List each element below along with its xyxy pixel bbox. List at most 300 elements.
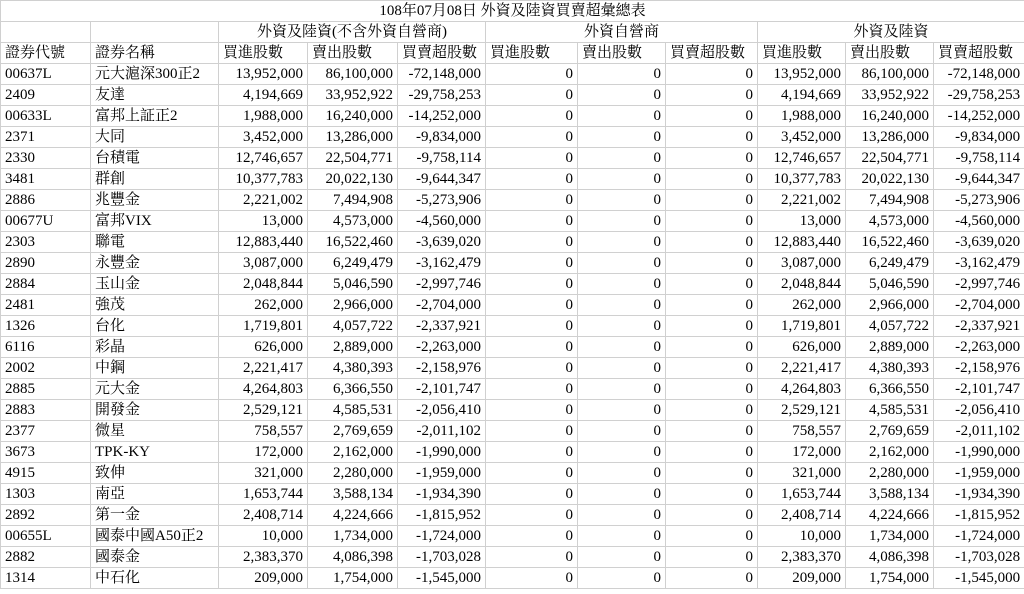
dealer-net-cell: 0 bbox=[666, 106, 758, 127]
security-code-cell: 2886 bbox=[1, 190, 91, 211]
foreign-buy-cell: 2,529,121 bbox=[219, 400, 308, 421]
dealer-buy-cell: 0 bbox=[486, 526, 578, 547]
foreign-buy-cell: 262,000 bbox=[219, 295, 308, 316]
column-header-net-shares: 買賣超股數 bbox=[666, 43, 758, 64]
total-net-cell: -1,959,000 bbox=[934, 463, 1024, 484]
dealer-buy-cell: 0 bbox=[486, 442, 578, 463]
foreign-net-cell: -3,639,020 bbox=[398, 232, 486, 253]
total-net-cell: -2,011,102 bbox=[934, 421, 1024, 442]
dealer-sell-cell: 0 bbox=[578, 148, 666, 169]
security-name-cell: 群創 bbox=[91, 169, 219, 190]
foreign-buy-cell: 10,377,783 bbox=[219, 169, 308, 190]
total-sell-cell: 4,585,531 bbox=[846, 400, 934, 421]
total-sell-cell: 20,022,130 bbox=[846, 169, 934, 190]
foreign-net-cell: -1,934,390 bbox=[398, 484, 486, 505]
foreign-buy-cell: 2,221,002 bbox=[219, 190, 308, 211]
foreign-net-cell: -1,990,000 bbox=[398, 442, 486, 463]
foreign-sell-cell: 20,022,130 bbox=[308, 169, 398, 190]
security-name-cell: 元大金 bbox=[91, 379, 219, 400]
security-code-cell: 3481 bbox=[1, 169, 91, 190]
dealer-net-cell: 0 bbox=[666, 505, 758, 526]
total-net-cell: -2,158,976 bbox=[934, 358, 1024, 379]
dealer-net-cell: 0 bbox=[666, 379, 758, 400]
foreign-sell-cell: 4,585,531 bbox=[308, 400, 398, 421]
foreign-net-cell: -9,758,114 bbox=[398, 148, 486, 169]
column-header-sell-shares: 賣出股數 bbox=[846, 43, 934, 64]
foreign-sell-cell: 33,952,922 bbox=[308, 85, 398, 106]
dealer-buy-cell: 0 bbox=[486, 127, 578, 148]
dealer-buy-cell: 0 bbox=[486, 316, 578, 337]
dealer-net-cell: 0 bbox=[666, 274, 758, 295]
dealer-sell-cell: 0 bbox=[578, 232, 666, 253]
security-name-cell: 國泰中國A50正2 bbox=[91, 526, 219, 547]
security-name-cell: 中石化 bbox=[91, 568, 219, 589]
foreign-sell-cell: 4,224,666 bbox=[308, 505, 398, 526]
total-buy-cell: 4,264,803 bbox=[758, 379, 846, 400]
security-name-cell: 友達 bbox=[91, 85, 219, 106]
column-header-buy-shares: 買進股數 bbox=[758, 43, 846, 64]
dealer-buy-cell: 0 bbox=[486, 337, 578, 358]
security-name-cell: 國泰金 bbox=[91, 547, 219, 568]
dealer-buy-cell: 0 bbox=[486, 106, 578, 127]
foreign-net-cell: -9,834,000 bbox=[398, 127, 486, 148]
table-row bbox=[1, 337, 1024, 358]
total-buy-cell: 3,087,000 bbox=[758, 253, 846, 274]
column-header-row bbox=[1, 43, 1024, 64]
total-net-cell: -1,724,000 bbox=[934, 526, 1024, 547]
security-name-cell: TPK-KY bbox=[91, 442, 219, 463]
security-name-cell: 大同 bbox=[91, 127, 219, 148]
total-sell-cell: 2,889,000 bbox=[846, 337, 934, 358]
dealer-sell-cell: 0 bbox=[578, 64, 666, 85]
dealer-buy-cell: 0 bbox=[486, 400, 578, 421]
dealer-sell-cell: 0 bbox=[578, 547, 666, 568]
foreign-sell-cell: 4,086,398 bbox=[308, 547, 398, 568]
foreign-net-cell: -2,263,000 bbox=[398, 337, 486, 358]
total-sell-cell: 4,380,393 bbox=[846, 358, 934, 379]
dealer-sell-cell: 0 bbox=[578, 526, 666, 547]
foreign-buy-cell: 2,048,844 bbox=[219, 274, 308, 295]
total-net-cell: -5,273,906 bbox=[934, 190, 1024, 211]
security-name-cell: 玉山金 bbox=[91, 274, 219, 295]
dealer-sell-cell: 0 bbox=[578, 421, 666, 442]
total-net-cell: -2,263,000 bbox=[934, 337, 1024, 358]
table-body bbox=[1, 64, 1024, 589]
total-net-cell: -1,934,390 bbox=[934, 484, 1024, 505]
total-sell-cell: 2,769,659 bbox=[846, 421, 934, 442]
foreign-sell-cell: 86,100,000 bbox=[308, 64, 398, 85]
total-sell-cell: 7,494,908 bbox=[846, 190, 934, 211]
foreign-buy-cell: 10,000 bbox=[219, 526, 308, 547]
table-row bbox=[1, 505, 1024, 526]
dealer-buy-cell: 0 bbox=[486, 169, 578, 190]
total-buy-cell: 4,194,669 bbox=[758, 85, 846, 106]
table-row bbox=[1, 127, 1024, 148]
total-net-cell: -2,101,747 bbox=[934, 379, 1024, 400]
security-name-cell: 台積電 bbox=[91, 148, 219, 169]
security-name-cell: 聯電 bbox=[91, 232, 219, 253]
foreign-net-cell: -2,056,410 bbox=[398, 400, 486, 421]
total-buy-cell: 626,000 bbox=[758, 337, 846, 358]
total-net-cell: -9,644,347 bbox=[934, 169, 1024, 190]
foreign-sell-cell: 1,734,000 bbox=[308, 526, 398, 547]
table-row bbox=[1, 547, 1024, 568]
foreign-buy-cell: 172,000 bbox=[219, 442, 308, 463]
total-net-cell: -9,758,114 bbox=[934, 148, 1024, 169]
dealer-sell-cell: 0 bbox=[578, 505, 666, 526]
total-net-cell: -4,560,000 bbox=[934, 211, 1024, 232]
foreign-buy-cell: 321,000 bbox=[219, 463, 308, 484]
dealer-net-cell: 0 bbox=[666, 232, 758, 253]
dealer-buy-cell: 0 bbox=[486, 211, 578, 232]
total-buy-cell: 2,221,417 bbox=[758, 358, 846, 379]
dealer-buy-cell: 0 bbox=[486, 379, 578, 400]
foreign-net-cell: -1,959,000 bbox=[398, 463, 486, 484]
foreign-sell-cell: 2,769,659 bbox=[308, 421, 398, 442]
total-sell-cell: 2,162,000 bbox=[846, 442, 934, 463]
total-sell-cell: 5,046,590 bbox=[846, 274, 934, 295]
security-code-cell: 1303 bbox=[1, 484, 91, 505]
dealer-net-cell: 0 bbox=[666, 148, 758, 169]
foreign-buy-cell: 2,408,714 bbox=[219, 505, 308, 526]
security-name-cell: 兆豐金 bbox=[91, 190, 219, 211]
foreign-net-cell: -2,997,746 bbox=[398, 274, 486, 295]
total-buy-cell: 172,000 bbox=[758, 442, 846, 463]
security-code-cell: 00677U bbox=[1, 211, 91, 232]
security-name-cell: 元大滬深300正2 bbox=[91, 64, 219, 85]
total-sell-cell: 4,573,000 bbox=[846, 211, 934, 232]
total-net-cell: -29,758,253 bbox=[934, 85, 1024, 106]
table-row bbox=[1, 106, 1024, 127]
total-buy-cell: 13,952,000 bbox=[758, 64, 846, 85]
security-code-cell: 2409 bbox=[1, 85, 91, 106]
table-row bbox=[1, 421, 1024, 442]
dealer-sell-cell: 0 bbox=[578, 358, 666, 379]
total-sell-cell: 6,366,550 bbox=[846, 379, 934, 400]
table-row bbox=[1, 190, 1024, 211]
total-sell-cell: 22,504,771 bbox=[846, 148, 934, 169]
security-name-cell: 微星 bbox=[91, 421, 219, 442]
table-row bbox=[1, 232, 1024, 253]
group-header-foreign-dealer: 外資自營商 bbox=[486, 22, 758, 43]
total-buy-cell: 262,000 bbox=[758, 295, 846, 316]
foreign-net-cell: -1,545,000 bbox=[398, 568, 486, 589]
total-buy-cell: 12,883,440 bbox=[758, 232, 846, 253]
security-name-cell: 第一金 bbox=[91, 505, 219, 526]
total-net-cell: -14,252,000 bbox=[934, 106, 1024, 127]
foreign-sell-cell: 22,504,771 bbox=[308, 148, 398, 169]
total-buy-cell: 12,746,657 bbox=[758, 148, 846, 169]
dealer-net-cell: 0 bbox=[666, 127, 758, 148]
total-net-cell: -1,815,952 bbox=[934, 505, 1024, 526]
security-name-cell: 富邦VIX bbox=[91, 211, 219, 232]
foreign-net-cell: -2,101,747 bbox=[398, 379, 486, 400]
corner-blank-code bbox=[1, 22, 91, 43]
dealer-sell-cell: 0 bbox=[578, 127, 666, 148]
dealer-net-cell: 0 bbox=[666, 253, 758, 274]
dealer-buy-cell: 0 bbox=[486, 463, 578, 484]
total-net-cell: -1,703,028 bbox=[934, 547, 1024, 568]
dealer-net-cell: 0 bbox=[666, 337, 758, 358]
total-buy-cell: 758,557 bbox=[758, 421, 846, 442]
security-code-cell: 6116 bbox=[1, 337, 91, 358]
foreign-net-cell: -72,148,000 bbox=[398, 64, 486, 85]
dealer-net-cell: 0 bbox=[666, 526, 758, 547]
foreign-buy-cell: 3,452,000 bbox=[219, 127, 308, 148]
dealer-net-cell: 0 bbox=[666, 64, 758, 85]
dealer-buy-cell: 0 bbox=[486, 358, 578, 379]
total-buy-cell: 1,719,801 bbox=[758, 316, 846, 337]
table-row bbox=[1, 316, 1024, 337]
foreign-sell-cell: 16,240,000 bbox=[308, 106, 398, 127]
security-name-cell: 致伸 bbox=[91, 463, 219, 484]
column-header-net-shares: 買賣超股數 bbox=[398, 43, 486, 64]
dealer-buy-cell: 0 bbox=[486, 484, 578, 505]
group-header-foreign-ex-dealer: 外資及陸資(不含外資自營商) bbox=[219, 22, 486, 43]
table-row bbox=[1, 442, 1024, 463]
total-buy-cell: 3,452,000 bbox=[758, 127, 846, 148]
foreign-sell-cell: 2,889,000 bbox=[308, 337, 398, 358]
foreign-sell-cell: 6,366,550 bbox=[308, 379, 398, 400]
column-header-buy-shares: 買進股數 bbox=[486, 43, 578, 64]
dealer-buy-cell: 0 bbox=[486, 274, 578, 295]
total-sell-cell: 86,100,000 bbox=[846, 64, 934, 85]
security-name-cell: 台化 bbox=[91, 316, 219, 337]
foreign-sell-cell: 13,286,000 bbox=[308, 127, 398, 148]
foreign-net-cell: -29,758,253 bbox=[398, 85, 486, 106]
page-title: 108年07月08日 外資及陸資買賣超彙總表 bbox=[1, 1, 1024, 22]
column-header-sell-shares: 賣出股數 bbox=[308, 43, 398, 64]
corner-blank-name bbox=[91, 22, 219, 43]
foreign-buy-cell: 209,000 bbox=[219, 568, 308, 589]
table-row bbox=[1, 400, 1024, 421]
total-sell-cell: 2,966,000 bbox=[846, 295, 934, 316]
table-row bbox=[1, 526, 1024, 547]
dealer-net-cell: 0 bbox=[666, 190, 758, 211]
dealer-sell-cell: 0 bbox=[578, 568, 666, 589]
total-net-cell: -2,337,921 bbox=[934, 316, 1024, 337]
foreign-net-cell: -5,273,906 bbox=[398, 190, 486, 211]
dealer-sell-cell: 0 bbox=[578, 295, 666, 316]
total-net-cell: -2,997,746 bbox=[934, 274, 1024, 295]
dealer-net-cell: 0 bbox=[666, 85, 758, 106]
dealer-net-cell: 0 bbox=[666, 442, 758, 463]
dealer-sell-cell: 0 bbox=[578, 211, 666, 232]
dealer-sell-cell: 0 bbox=[578, 463, 666, 484]
dealer-buy-cell: 0 bbox=[486, 295, 578, 316]
foreign-sell-cell: 16,522,460 bbox=[308, 232, 398, 253]
foreign-buy-cell: 12,883,440 bbox=[219, 232, 308, 253]
table-row bbox=[1, 211, 1024, 232]
dealer-sell-cell: 0 bbox=[578, 169, 666, 190]
dealer-buy-cell: 0 bbox=[486, 568, 578, 589]
dealer-buy-cell: 0 bbox=[486, 505, 578, 526]
foreign-net-cell: -1,815,952 bbox=[398, 505, 486, 526]
foreign-sell-cell: 1,754,000 bbox=[308, 568, 398, 589]
table-row bbox=[1, 568, 1024, 589]
foreign-net-cell: -14,252,000 bbox=[398, 106, 486, 127]
total-buy-cell: 2,383,370 bbox=[758, 547, 846, 568]
total-sell-cell: 4,086,398 bbox=[846, 547, 934, 568]
total-buy-cell: 2,048,844 bbox=[758, 274, 846, 295]
total-sell-cell: 6,249,479 bbox=[846, 253, 934, 274]
total-sell-cell: 3,588,134 bbox=[846, 484, 934, 505]
dealer-sell-cell: 0 bbox=[578, 85, 666, 106]
security-code-cell: 1326 bbox=[1, 316, 91, 337]
dealer-buy-cell: 0 bbox=[486, 148, 578, 169]
security-code-cell: 00637L bbox=[1, 64, 91, 85]
table-row bbox=[1, 64, 1024, 85]
dealer-sell-cell: 0 bbox=[578, 337, 666, 358]
security-code-cell: 2883 bbox=[1, 400, 91, 421]
table-row bbox=[1, 253, 1024, 274]
total-sell-cell: 1,754,000 bbox=[846, 568, 934, 589]
total-buy-cell: 2,408,714 bbox=[758, 505, 846, 526]
total-sell-cell: 16,240,000 bbox=[846, 106, 934, 127]
total-buy-cell: 13,000 bbox=[758, 211, 846, 232]
dealer-net-cell: 0 bbox=[666, 316, 758, 337]
foreign-buy-cell: 4,264,803 bbox=[219, 379, 308, 400]
dealer-sell-cell: 0 bbox=[578, 106, 666, 127]
column-header-security-name: 證券名稱 bbox=[91, 43, 219, 64]
security-code-cell: 2371 bbox=[1, 127, 91, 148]
security-code-cell: 2882 bbox=[1, 547, 91, 568]
total-sell-cell: 16,522,460 bbox=[846, 232, 934, 253]
dealer-sell-cell: 0 bbox=[578, 484, 666, 505]
security-code-cell: 1314 bbox=[1, 568, 91, 589]
foreign-sell-cell: 4,057,722 bbox=[308, 316, 398, 337]
total-net-cell: -3,639,020 bbox=[934, 232, 1024, 253]
foreign-net-cell: -2,704,000 bbox=[398, 295, 486, 316]
total-sell-cell: 2,280,000 bbox=[846, 463, 934, 484]
foreign-buy-cell: 758,557 bbox=[219, 421, 308, 442]
foreign-sell-cell: 2,162,000 bbox=[308, 442, 398, 463]
table-row bbox=[1, 379, 1024, 400]
dealer-sell-cell: 0 bbox=[578, 274, 666, 295]
total-buy-cell: 10,000 bbox=[758, 526, 846, 547]
foreign-net-cell: -3,162,479 bbox=[398, 253, 486, 274]
foreign-sell-cell: 4,380,393 bbox=[308, 358, 398, 379]
foreign-sell-cell: 5,046,590 bbox=[308, 274, 398, 295]
foreign-net-cell: -2,011,102 bbox=[398, 421, 486, 442]
total-buy-cell: 321,000 bbox=[758, 463, 846, 484]
total-net-cell: -2,056,410 bbox=[934, 400, 1024, 421]
security-code-cell: 2892 bbox=[1, 505, 91, 526]
security-name-cell: 永豐金 bbox=[91, 253, 219, 274]
total-sell-cell: 33,952,922 bbox=[846, 85, 934, 106]
dealer-sell-cell: 0 bbox=[578, 442, 666, 463]
dealer-net-cell: 0 bbox=[666, 169, 758, 190]
security-name-cell: 中鋼 bbox=[91, 358, 219, 379]
foreign-sell-cell: 2,280,000 bbox=[308, 463, 398, 484]
security-code-cell: 00655L bbox=[1, 526, 91, 547]
total-sell-cell: 1,734,000 bbox=[846, 526, 934, 547]
security-code-cell: 2377 bbox=[1, 421, 91, 442]
dealer-sell-cell: 0 bbox=[578, 379, 666, 400]
security-code-cell: 2002 bbox=[1, 358, 91, 379]
column-header-buy-shares: 買進股數 bbox=[219, 43, 308, 64]
dealer-sell-cell: 0 bbox=[578, 253, 666, 274]
table-row bbox=[1, 274, 1024, 295]
foreign-net-cell: -1,703,028 bbox=[398, 547, 486, 568]
dealer-sell-cell: 0 bbox=[578, 400, 666, 421]
foreign-buy-cell: 13,952,000 bbox=[219, 64, 308, 85]
group-header-foreign-total: 外資及陸資 bbox=[758, 22, 1024, 43]
security-code-cell: 00633L bbox=[1, 106, 91, 127]
foreign-buy-cell: 1,988,000 bbox=[219, 106, 308, 127]
table-row bbox=[1, 85, 1024, 106]
foreign-buy-cell: 3,087,000 bbox=[219, 253, 308, 274]
table-row bbox=[1, 463, 1024, 484]
total-net-cell: -2,704,000 bbox=[934, 295, 1024, 316]
dealer-net-cell: 0 bbox=[666, 463, 758, 484]
dealer-sell-cell: 0 bbox=[578, 190, 666, 211]
foreign-net-cell: -1,724,000 bbox=[398, 526, 486, 547]
security-code-cell: 2890 bbox=[1, 253, 91, 274]
total-sell-cell: 13,286,000 bbox=[846, 127, 934, 148]
dealer-net-cell: 0 bbox=[666, 547, 758, 568]
security-code-cell: 3673 bbox=[1, 442, 91, 463]
foreign-buy-cell: 2,383,370 bbox=[219, 547, 308, 568]
foreign-buy-cell: 2,221,417 bbox=[219, 358, 308, 379]
security-code-cell: 2884 bbox=[1, 274, 91, 295]
total-buy-cell: 1,653,744 bbox=[758, 484, 846, 505]
table-row bbox=[1, 295, 1024, 316]
foreign-net-cell: -2,337,921 bbox=[398, 316, 486, 337]
dealer-net-cell: 0 bbox=[666, 295, 758, 316]
foreign-sell-cell: 3,588,134 bbox=[308, 484, 398, 505]
total-net-cell: -9,834,000 bbox=[934, 127, 1024, 148]
foreign-buy-cell: 13,000 bbox=[219, 211, 308, 232]
dealer-buy-cell: 0 bbox=[486, 232, 578, 253]
column-header-net-shares: 買賣超股數 bbox=[934, 43, 1024, 64]
total-net-cell: -72,148,000 bbox=[934, 64, 1024, 85]
dealer-buy-cell: 0 bbox=[486, 64, 578, 85]
dealer-buy-cell: 0 bbox=[486, 547, 578, 568]
foreign-net-cell: -9,644,347 bbox=[398, 169, 486, 190]
foreign-buy-cell: 4,194,669 bbox=[219, 85, 308, 106]
dealer-net-cell: 0 bbox=[666, 211, 758, 232]
table-row bbox=[1, 148, 1024, 169]
dealer-buy-cell: 0 bbox=[486, 253, 578, 274]
total-buy-cell: 2,529,121 bbox=[758, 400, 846, 421]
table-row bbox=[1, 358, 1024, 379]
dealer-buy-cell: 0 bbox=[486, 190, 578, 211]
foreign-buy-cell: 1,719,801 bbox=[219, 316, 308, 337]
dealer-sell-cell: 0 bbox=[578, 316, 666, 337]
security-name-cell: 南亞 bbox=[91, 484, 219, 505]
foreign-buy-cell: 1,653,744 bbox=[219, 484, 308, 505]
table-row bbox=[1, 169, 1024, 190]
dealer-buy-cell: 0 bbox=[486, 421, 578, 442]
dealer-net-cell: 0 bbox=[666, 568, 758, 589]
foreign-sell-cell: 7,494,908 bbox=[308, 190, 398, 211]
foreign-net-cell: -2,158,976 bbox=[398, 358, 486, 379]
security-code-cell: 2481 bbox=[1, 295, 91, 316]
dealer-net-cell: 0 bbox=[666, 400, 758, 421]
dealer-net-cell: 0 bbox=[666, 358, 758, 379]
total-sell-cell: 4,224,666 bbox=[846, 505, 934, 526]
security-code-cell: 4915 bbox=[1, 463, 91, 484]
dealer-net-cell: 0 bbox=[666, 421, 758, 442]
foreign-buy-cell: 12,746,657 bbox=[219, 148, 308, 169]
foreign-sell-cell: 4,573,000 bbox=[308, 211, 398, 232]
security-code-cell: 2330 bbox=[1, 148, 91, 169]
total-buy-cell: 2,221,002 bbox=[758, 190, 846, 211]
security-name-cell: 強茂 bbox=[91, 295, 219, 316]
total-buy-cell: 209,000 bbox=[758, 568, 846, 589]
security-name-cell: 開發金 bbox=[91, 400, 219, 421]
